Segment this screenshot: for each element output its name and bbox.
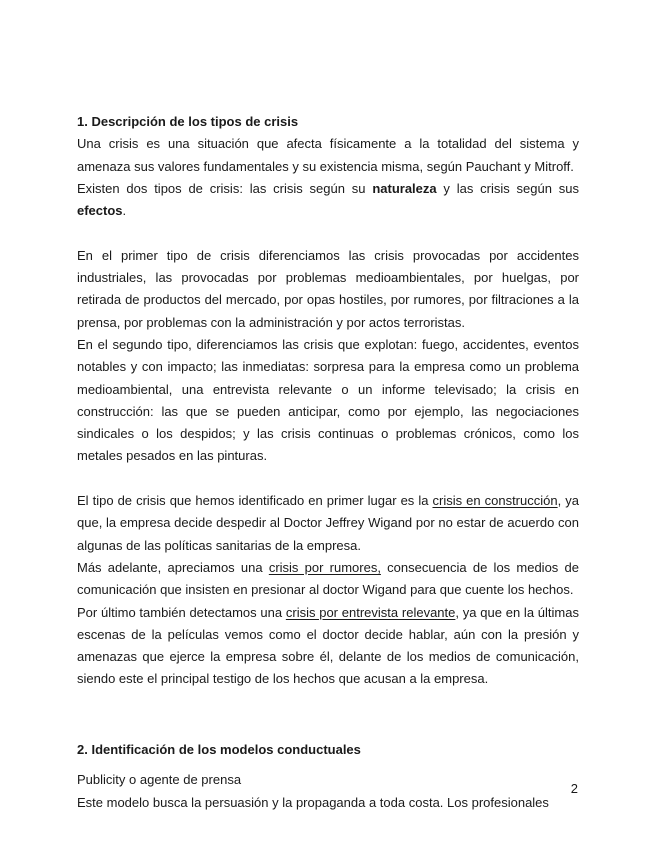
- page-content: [77, 111, 579, 814]
- underlined-term: crisis por rumores,: [268, 559, 381, 575]
- paragraph: En el segundo tipo, diferenciamos las crisis que explotan: fuego, accidentes, eventos notables y con impacto; las inmediatas: sorpresa para la empresa como un problema medioambiental, una entrevista relevante o un informe televisado; la crisis en construcción: las que se pueden anticipar, como por ejemplo, las negociaciones sindicales o los despidos; y las crisis continuas o problemas crónicos, como los metales pesados en las pinturas.: [77, 336, 579, 464]
- paragraph: Por último también detectamos una crisis por entrevista relevante, ya que en la últimas escenas de la películas vemos como el doctor decide hablar, aún con la presión y amenazas que ejerce la empresa sobre él, delante de los medios de comunicación, siendo este el principal testigo de los hechos que acusan a la empresa.: [77, 604, 579, 687]
- subheading: Publicity o agente de prensa: [77, 772, 242, 788]
- paragraph: El tipo de crisis que hemos identificado en primer lugar es la crisis en construcción, ya que, la empresa decide despedir al Doctor Jeffrey Wigand por no estar de acuerdo con algunas de las políticas sanitarias de la empresa.: [77, 493, 579, 553]
- paragraph: Existen dos tipos de crisis: las crisis según su naturaleza y las crisis según sus efectos.: [77, 180, 580, 219]
- paragraph: Una crisis es una situación que afecta físicamente a la totalidad del sistema y amenaza sus valores fundamentales y su existencia misma, según Pauchant y Mitroff.: [77, 136, 579, 174]
- underlined-term: crisis por entrevista relevante: [285, 604, 456, 620]
- section-2-heading: 2. Identificación de los modelos conductuales: [77, 742, 361, 758]
- section-1-heading: 1. Descripción de los tipos de crisis: [77, 114, 299, 129]
- underlined-term: crisis en construcción: [432, 493, 558, 509]
- paragraph: Este modelo busca la persuasión y la propaganda a toda costa. Los profesionales: [77, 794, 549, 810]
- paragraph: En el primer tipo de crisis diferenciamos las crisis provocadas por accidentes industriales, las provocadas por problemas medioambientales, por huelgas, por retirada de productos del mercado, por opas hostiles, por rumores, por filtraciones a la prensa, por problemas con la administración y por actos terroristas.: [77, 247, 579, 330]
- bold-term: efectos: [77, 203, 123, 219]
- page-number: 2: [570, 781, 578, 796]
- bold-term: naturaleza: [372, 180, 437, 196]
- paragraph: Más adelante, apreciamos una crisis por rumores, consecuencia de los medios de comunicación que insisten en presionar al doctor Wigand para que cuente los hechos.: [77, 559, 579, 598]
